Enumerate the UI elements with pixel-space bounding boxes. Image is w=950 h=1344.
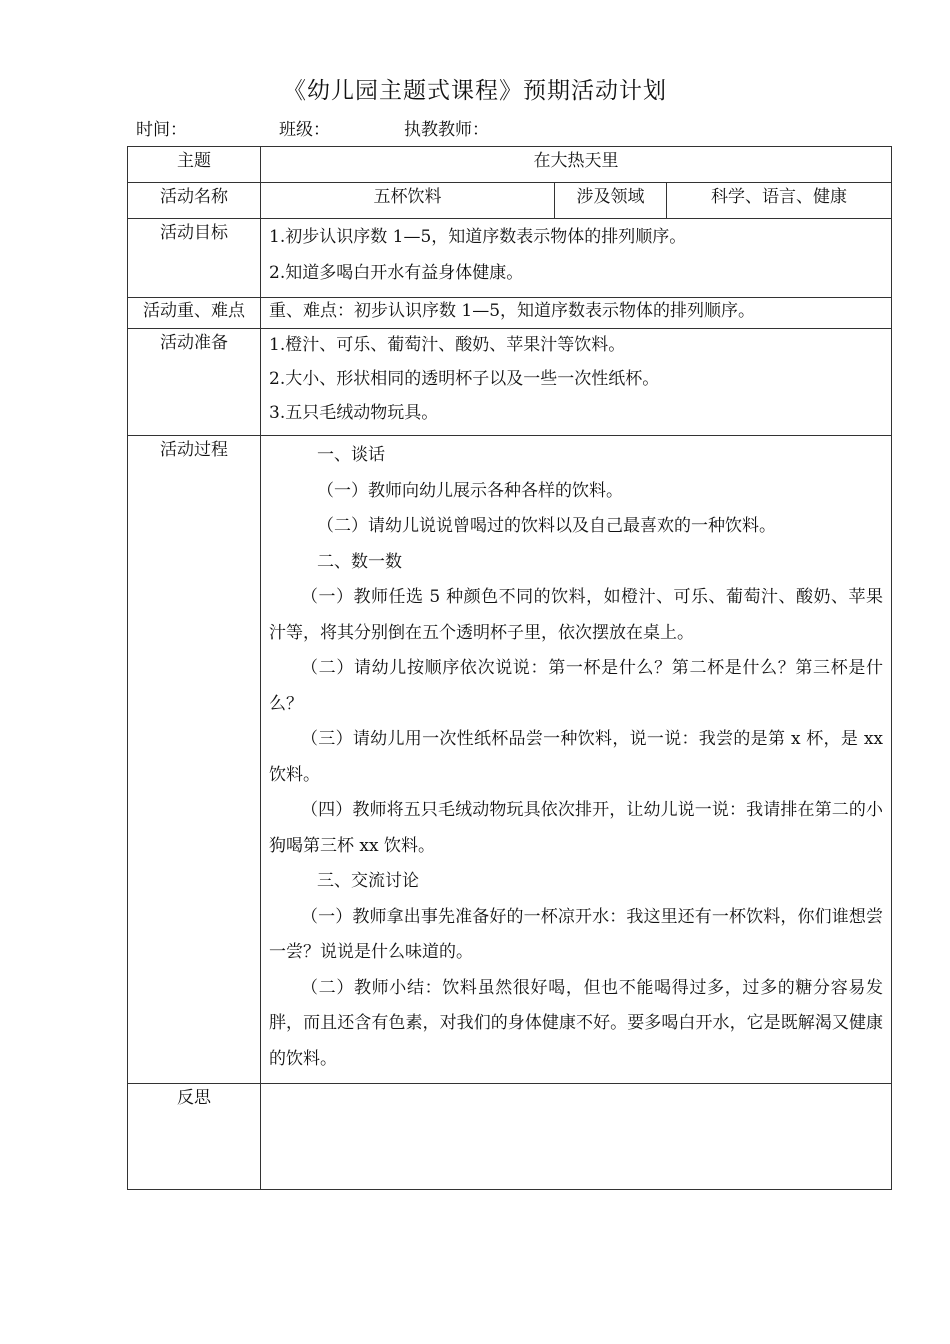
process-heading: 二、数一数: [317, 551, 402, 572]
key-points-value: 重、难点：初步认识序数 1—5，知道序数表示物体的排列顺序。: [261, 298, 892, 329]
key-points-label: 活动重、难点: [128, 298, 261, 329]
teacher-label: 执教教师：: [404, 120, 489, 140]
process-step: （一）教师拿出事先准备好的一杯凉开水：我这里还有一杯饮料，你们谁想尝一尝？说说是什么味道的。: [269, 906, 884, 962]
process-step: （二）请幼儿说说曾喝过的饮料以及自己最喜欢的一种饮料。: [317, 516, 776, 536]
prep-item: 1.橙汁、可乐、葡萄汁、酸奶、苹果汁等饮料。: [269, 335, 626, 355]
process-step: （一）教师向幼儿展示各种各样的饮料。: [317, 480, 623, 501]
theme-value: 在大热天里: [261, 147, 892, 183]
theme-label: 主题: [128, 147, 261, 183]
process-heading: 三、交流讨论: [317, 871, 419, 891]
domain-label: 涉及领域: [555, 183, 667, 219]
process-step: （四）教师将五只毛绒动物玩具依次排开，让幼儿说一说：我请排在第二的小狗喝第三杯 xx 饮料。: [269, 800, 884, 856]
activity-plan-table: [127, 146, 892, 1190]
preparation-row: [128, 329, 892, 436]
reflection-label: 反思: [128, 1084, 261, 1190]
key-points-row: [128, 298, 892, 329]
class-label: 班级：: [279, 120, 330, 140]
process-label: 活动过程: [128, 436, 261, 1084]
process-step: （三）请幼儿用一次性纸杯品尝一种饮料，说一说：我尝的是第 x 杯，是 xx 饮料。: [269, 729, 884, 785]
process-step: （一）教师任选 5 种颜色不同的饮料，如橙汁、可乐、葡萄汁、酸奶、苹果汁等，将其分别倒在五个透明杯子里，依次摆放在桌上。: [269, 587, 884, 643]
goals-row: [128, 219, 892, 298]
prep-item: 3.五只毛绒动物玩具。: [269, 403, 439, 423]
process-step: （二）请幼儿按顺序依次说说：第一杯是什么？第二杯是什么？第三杯是什么？: [269, 658, 884, 714]
reflection-row: [128, 1084, 892, 1190]
process-row: [128, 436, 892, 1084]
goals-label: 活动目标: [128, 219, 261, 298]
preparation-label: 活动准备: [128, 329, 261, 436]
page-title: 《幼儿园主题式课程》预期活动计划: [283, 78, 667, 104]
goal-item: 1.初步认识序数 1—5，知道序数表示物体的排列顺序。: [269, 227, 687, 247]
activity-name-label: 活动名称: [128, 183, 261, 219]
theme-row: [128, 147, 892, 183]
prep-item: 2.大小、形状相同的透明杯子以及一些一次性纸杯。: [269, 369, 660, 389]
activity-name-value: 五杯饮料: [261, 183, 555, 219]
process-cell: [261, 436, 892, 1084]
goals-cell: [261, 219, 892, 298]
process-step: （二）教师小结：饮料虽然很好喝，但也不能喝得过多，过多的糖分容易发胖，而且还含有色素，对我们的身体健康不好。要多喝白开水，它是既解渴又健康的饮料。: [269, 977, 884, 1069]
preparation-cell: [261, 329, 892, 436]
activity-name-row: [128, 183, 892, 219]
goal-item: 2.知道多喝白开水有益身体健康。: [269, 263, 524, 283]
domain-value: 科学、语言、健康: [667, 183, 892, 219]
process-heading: 一、谈话: [317, 445, 385, 465]
time-label: 时间：: [136, 120, 187, 140]
reflection-value: [261, 1084, 892, 1190]
